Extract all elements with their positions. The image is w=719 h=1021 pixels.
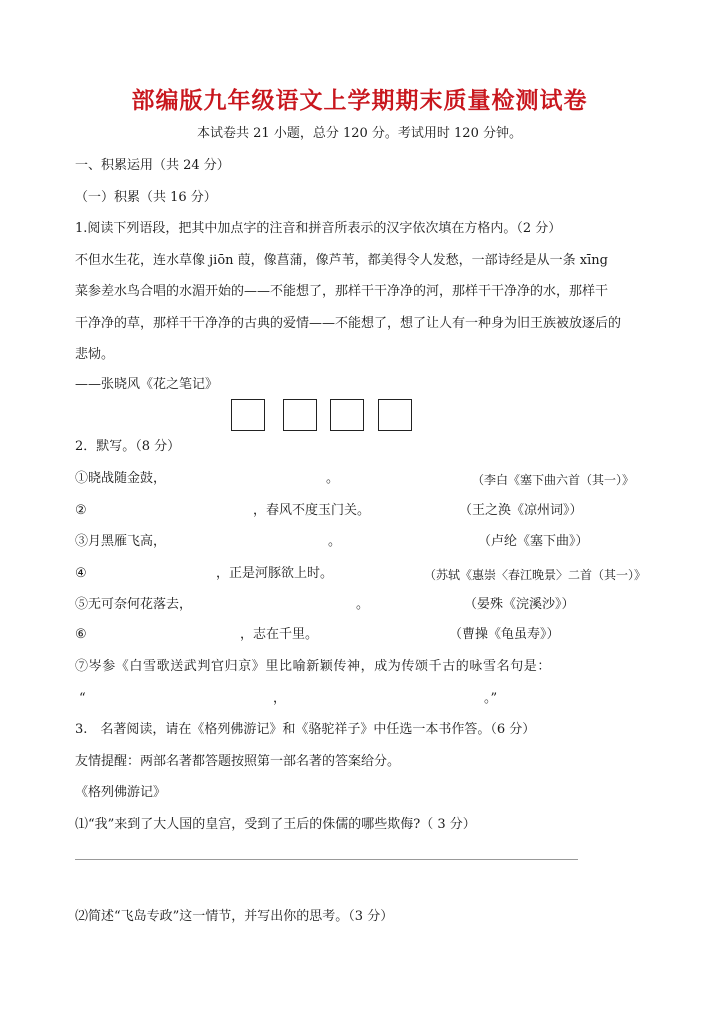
- q2-line-5-source: （晏殊《浣溪沙》）: [464, 597, 575, 612]
- q1-paragraph-line-3: 干净净的草，那样干干净净的古典的爱情——不能想了，想了让人有一种身为旧王族被放逐后的: [75, 316, 622, 331]
- q2-line-1-source: （李白《塞下曲六首（其一）》: [472, 473, 635, 487]
- q2-line-6-source: （曹操《龟虽寿》）: [449, 627, 560, 642]
- q2-line-2-source: （王之涣《凉州词》）: [459, 503, 583, 518]
- q2-line-6-start: ⑥: [75, 627, 87, 642]
- page-title: 部编版九年级语文上学期期末质量检测试卷: [131, 88, 588, 114]
- q2-line-7-open-quote: “: [79, 691, 86, 706]
- q2-line-3-source: （卢纶《塞下曲》）: [478, 534, 589, 549]
- q2-line-7: ⑦岑参《白雪歌送武判官归京》里比喻新颖传神，成为传颂千古的咏雪名句是：: [75, 659, 552, 674]
- q3-book-title: 《格列佛游记》: [75, 785, 167, 800]
- q2-line-5-start: ⑤无可奈何花落去，: [75, 597, 193, 612]
- subsection-heading-1: （一）积累（共 16 分）: [75, 190, 217, 205]
- q3-sub-question-1: ⑴“我”来到了大人国的皇宫，受到了王后的侏儒的哪些欺侮?（ 3 分）: [75, 817, 476, 832]
- q1-stem: 1.阅读下列语段，把其中加点字的注音和拼音所表示的汉字依次填在方格内。（2 分）: [75, 221, 562, 236]
- q2-line-3-start: ③月黑雁飞高，: [75, 534, 167, 549]
- exam-subtitle: 本试卷共 21 小题，总分 120 分。考试用时 120 分钟。: [197, 126, 522, 141]
- q3-stem: 3. 名著阅读，请在《格列佛游记》和《骆驼祥子》中任选一本书作答。（6 分）: [75, 722, 536, 737]
- q2-line-4-end: ，正是河豚欲上时。: [216, 566, 334, 581]
- q2-line-6-end: ，志在千里。: [240, 627, 319, 642]
- q2-line-2-end: ，春风不度玉门关。: [253, 503, 371, 518]
- q3-sub-question-2: ⑵简述“飞岛专政”这一情节，并写出你的思考。（3 分）: [75, 909, 394, 924]
- q2-line-1-start: ①晓战随金鼓，: [75, 471, 167, 486]
- answer-box-1[interactable]: [231, 399, 265, 431]
- q2-stem: 2．默写。（8 分）: [75, 439, 181, 454]
- answer-box-3[interactable]: [330, 399, 364, 431]
- q2-line-2-start: ②: [75, 503, 87, 518]
- answer-box-2[interactable]: [283, 399, 317, 431]
- answer-line[interactable]: [75, 859, 578, 860]
- q1-source: ——张晓风《花之笔记》: [75, 377, 219, 392]
- q1-paragraph-line-2: 菜参差水鸟合唱的水湄开始的——不能想了，那样干干净净的河，那样干干净净的水，那样干: [75, 284, 609, 299]
- q2-line-7-close-quote: 。”: [484, 691, 498, 706]
- q2-line-5-end: 。: [356, 597, 370, 612]
- section-heading-1: 一、积累运用（共 24 分）: [75, 158, 230, 173]
- q2-line-7-comma: ，: [273, 691, 287, 706]
- q1-paragraph-line-4: 悲恸。: [75, 347, 115, 362]
- q2-line-1-end: 。: [326, 471, 340, 486]
- answer-box-4[interactable]: [378, 399, 412, 431]
- q2-line-4-source: （苏轼《惠崇〈春江晚景〉二首（其一）》: [424, 568, 647, 582]
- q2-line-3-end: 。: [328, 534, 342, 549]
- q3-tip: 友情提醒：两部名著都答题按照第一部名著的答案给分。: [75, 754, 401, 769]
- q2-line-4-start: ④: [75, 566, 87, 581]
- q1-paragraph-line-1: 不但水生花，连水草像 jiōn 葭，像菖蒲，像芦苇，都美得令人发愁，一部诗经是从一条 xīng: [75, 253, 608, 268]
